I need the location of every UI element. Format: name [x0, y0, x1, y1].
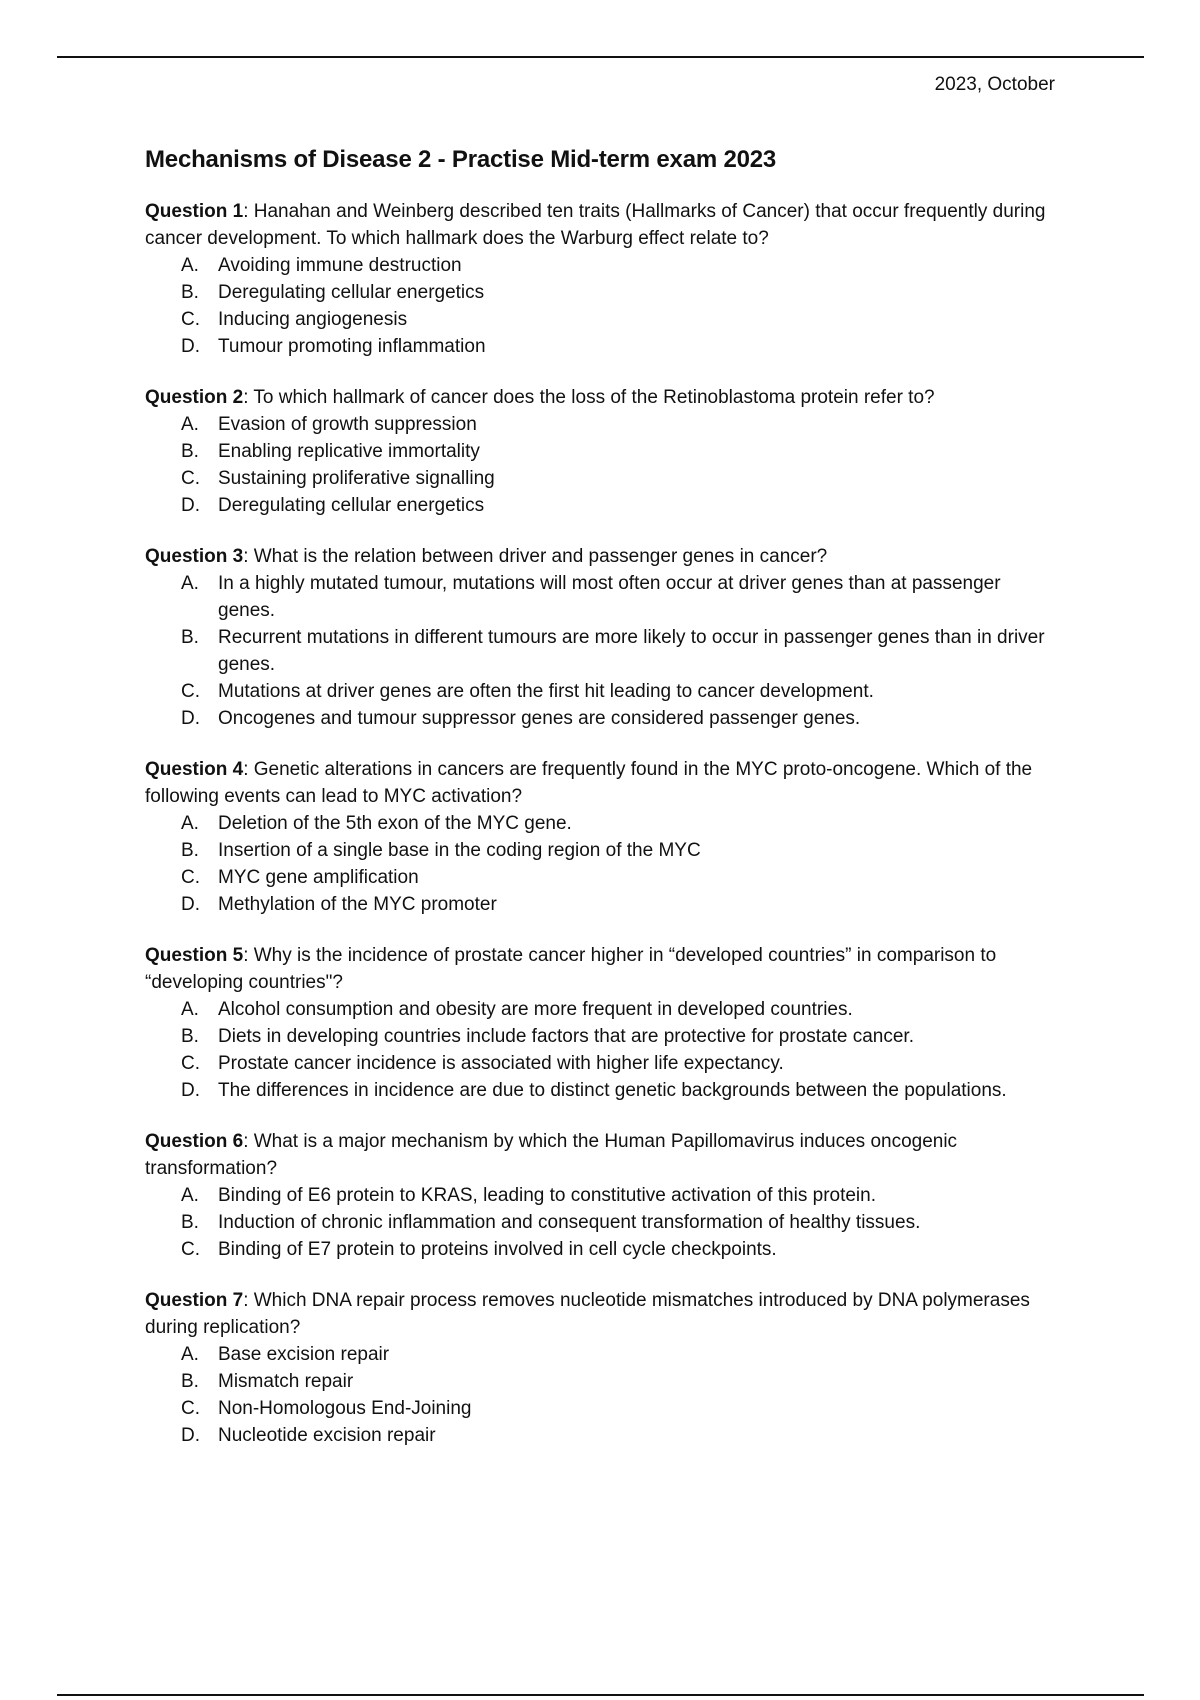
- option-text: Avoiding immune destruction: [218, 255, 462, 276]
- option-item: [145, 1209, 1055, 1236]
- options-list: [145, 1341, 1055, 1449]
- option-item: [145, 279, 1055, 306]
- option-text: Alcohol consumption and obesity are more frequent in developed countries.: [218, 999, 853, 1020]
- option-item: [145, 1341, 1055, 1368]
- option-letter: D.: [181, 1425, 200, 1446]
- question-label: Question 5: [145, 945, 244, 966]
- option-letter: A.: [181, 414, 199, 435]
- bottom-rule: [57, 1694, 1144, 1696]
- options-list: [145, 810, 1055, 918]
- question-label: Question 4: [145, 759, 244, 780]
- option-text: Deregulating cellular energetics: [218, 282, 485, 303]
- question-body: : What is the relation between driver and passenger genes in cancer?: [243, 546, 828, 567]
- option-letter: C.: [181, 1053, 200, 1074]
- option-letter: C.: [181, 681, 200, 702]
- option-text: The differences in incidence are due to distinct genetic backgrounds between the populations.: [218, 1080, 1007, 1101]
- document-body: [145, 146, 1055, 1473]
- options-list: [145, 570, 1055, 732]
- question-2: [145, 384, 1055, 519]
- option-letter: C.: [181, 309, 200, 330]
- option-letter: D.: [181, 336, 200, 357]
- option-text: Recurrent mutations in different tumours are more likely to occur in passenger genes than in driver genes.: [218, 627, 1045, 675]
- question-1: [145, 198, 1055, 360]
- question-label: Question 2: [145, 387, 244, 408]
- question-text: [145, 198, 1055, 252]
- question-label: Question 6: [145, 1131, 244, 1152]
- option-letter: C.: [181, 1398, 200, 1419]
- option-letter: A.: [181, 999, 199, 1020]
- question-7: [145, 1287, 1055, 1449]
- option-letter: B.: [181, 840, 199, 861]
- document-date: 2023, October: [934, 74, 1055, 95]
- document-title: Mechanisms of Disease 2 - Practise Mid-term exam 2023: [145, 146, 777, 173]
- question-6: [145, 1128, 1055, 1263]
- option-item: [145, 1023, 1055, 1050]
- option-item: [145, 492, 1055, 519]
- option-letter: D.: [181, 708, 200, 729]
- option-item: [145, 252, 1055, 279]
- option-text: Induction of chronic inflammation and consequent transformation of healthy tissues.: [218, 1212, 921, 1233]
- option-text: Methylation of the MYC promoter: [218, 894, 497, 915]
- option-letter: C.: [181, 867, 200, 888]
- option-text: Prostate cancer incidence is associated with higher life expectancy.: [218, 1053, 784, 1074]
- question-body: : Which DNA repair process removes nucleotide mismatches introduced by DNA polymerases during replication?: [145, 1290, 1030, 1338]
- option-item: [145, 996, 1055, 1023]
- option-item: [145, 570, 1055, 624]
- option-item: [145, 1422, 1055, 1449]
- option-text: Mismatch repair: [218, 1371, 354, 1392]
- question-4: [145, 756, 1055, 918]
- option-text: Sustaining proliferative signalling: [218, 468, 495, 489]
- question-text: [145, 942, 1055, 996]
- option-text: Binding of E7 protein to proteins involved in cell cycle checkpoints.: [218, 1239, 777, 1260]
- option-text: Oncogenes and tumour suppressor genes are considered passenger genes.: [218, 708, 861, 729]
- options-list: [145, 252, 1055, 360]
- option-letter: B.: [181, 1212, 199, 1233]
- option-letter: A.: [181, 573, 199, 594]
- top-rule: [57, 56, 1144, 58]
- option-text: Deregulating cellular energetics: [218, 495, 485, 516]
- question-text: [145, 1287, 1055, 1341]
- question-body: : Why is the incidence of prostate cancer higher in “developed countries” in comparison to “developing countries"?: [145, 945, 997, 993]
- option-text: Mutations at driver genes are often the first hit leading to cancer development.: [218, 681, 874, 702]
- option-text: Enabling replicative immortality: [218, 441, 480, 462]
- question-body: : Hanahan and Weinberg described ten traits (Hallmarks of Cancer) that occur frequently during cancer development. To which hallmark does the Warburg effect relate to?: [145, 201, 1046, 249]
- question-text: [145, 1128, 1055, 1182]
- option-letter: B.: [181, 627, 199, 648]
- options-list: [145, 1182, 1055, 1263]
- option-item: [145, 465, 1055, 492]
- option-letter: A.: [181, 813, 199, 834]
- option-letter: D.: [181, 894, 200, 915]
- option-item: [145, 1050, 1055, 1077]
- option-text: Diets in developing countries include factors that are protective for prostate cancer.: [218, 1026, 914, 1047]
- option-letter: C.: [181, 1239, 200, 1260]
- option-item: [145, 810, 1055, 837]
- options-list: [145, 411, 1055, 519]
- option-text: Inducing angiogenesis: [218, 309, 408, 330]
- option-text: Non-Homologous End-Joining: [218, 1398, 472, 1419]
- option-letter: B.: [181, 282, 199, 303]
- question-label: Question 7: [145, 1290, 244, 1311]
- option-letter: A.: [181, 1344, 199, 1365]
- option-item: [145, 837, 1055, 864]
- option-letter: C.: [181, 468, 200, 489]
- options-list: [145, 996, 1055, 1104]
- option-item: [145, 1077, 1055, 1104]
- option-item: [145, 624, 1055, 678]
- question-label: Question 1: [145, 201, 244, 222]
- option-text: Nucleotide excision repair: [218, 1425, 436, 1446]
- option-item: [145, 891, 1055, 918]
- option-text: Binding of E6 protein to KRAS, leading to constitutive activation of this protein.: [218, 1185, 876, 1206]
- question-text: [145, 384, 1055, 411]
- option-item: [145, 678, 1055, 705]
- question-3: [145, 543, 1055, 732]
- option-item: [145, 1236, 1055, 1263]
- option-letter: A.: [181, 1185, 199, 1206]
- option-text: Insertion of a single base in the coding region of the MYC: [218, 840, 701, 861]
- option-item: [145, 705, 1055, 732]
- option-item: [145, 1395, 1055, 1422]
- question-body: : Genetic alterations in cancers are frequently found in the MYC proto-oncogene. Which of the following events can lead to MYC activation?: [145, 759, 1033, 807]
- option-item: [145, 333, 1055, 360]
- question-text: [145, 543, 1055, 570]
- option-item: [145, 306, 1055, 333]
- option-text: In a highly mutated tumour, mutations will most often occur at driver genes than at passenger genes.: [218, 573, 1001, 621]
- option-letter: A.: [181, 255, 199, 276]
- option-letter: B.: [181, 441, 199, 462]
- option-letter: B.: [181, 1026, 199, 1047]
- option-letter: D.: [181, 1080, 200, 1101]
- question-text: [145, 756, 1055, 810]
- option-item: [145, 438, 1055, 465]
- option-item: [145, 1368, 1055, 1395]
- question-5: [145, 942, 1055, 1104]
- option-text: Evasion of growth suppression: [218, 414, 477, 435]
- option-text: Base excision repair: [218, 1344, 390, 1365]
- option-letter: B.: [181, 1371, 199, 1392]
- question-body: : To which hallmark of cancer does the loss of the Retinoblastoma protein refer to?: [243, 387, 935, 408]
- option-letter: D.: [181, 495, 200, 516]
- option-text: Tumour promoting inflammation: [218, 336, 486, 357]
- option-item: [145, 411, 1055, 438]
- question-label: Question 3: [145, 546, 244, 567]
- option-item: [145, 864, 1055, 891]
- option-text: Deletion of the 5th exon of the MYC gene.: [218, 813, 572, 834]
- option-item: [145, 1182, 1055, 1209]
- option-text: MYC gene amplification: [218, 867, 419, 888]
- question-body: : What is a major mechanism by which the Human Papillomavirus induces oncogenic transformation?: [145, 1131, 958, 1179]
